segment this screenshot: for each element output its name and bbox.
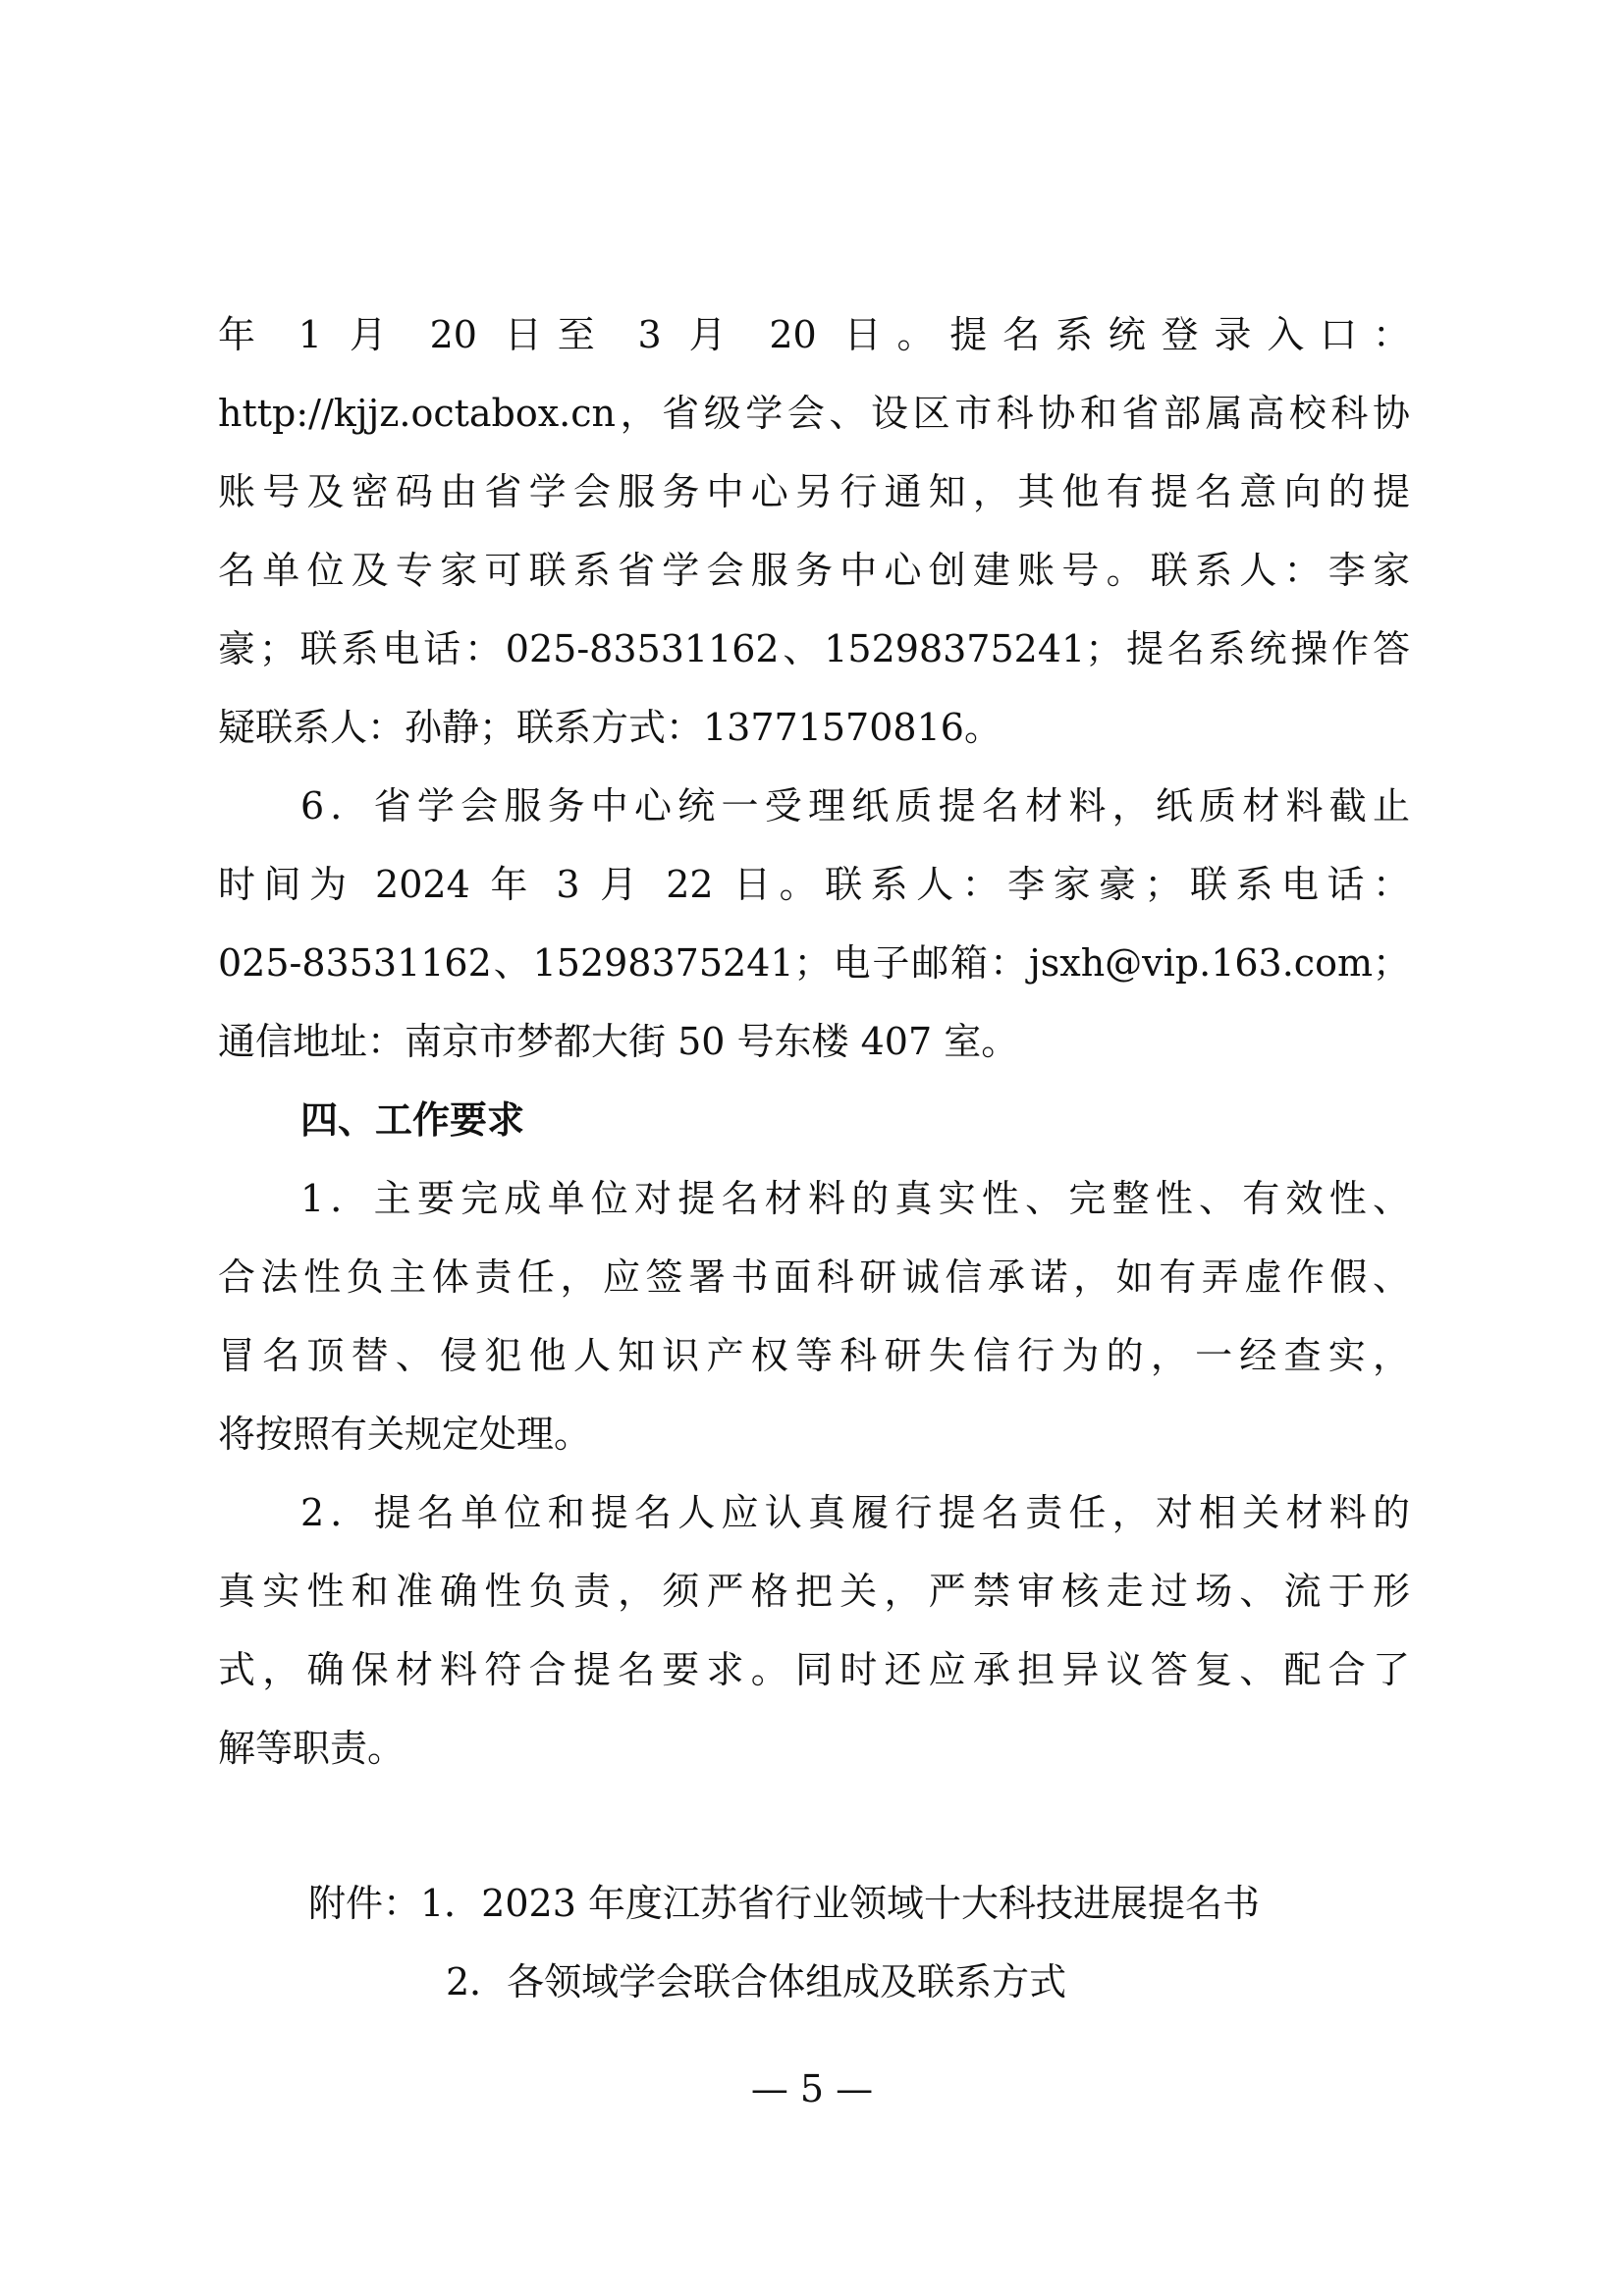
body-line: 豪；联系电话：025-83531162、15298375241；提名系统操作答 (218, 627, 1410, 670)
body-line: 疑联系人：孙静；联系方式：13771570816。 (218, 706, 1001, 749)
body-line: 025-83531162、15298375241；电子邮箱：jsxh@vip.163.com； (218, 941, 1410, 985)
body-line: 通信地址：南京市梦都大街 50 号东楼 407 室。 (218, 1020, 1019, 1063)
attachment-line: 2．各领域学会联合体组成及联系方式 (446, 1960, 1067, 2003)
body-line: 2．提名单位和提名人应认真履行提名责任，对相关材料的 (300, 1491, 1410, 1534)
section-heading: 四、工作要求 (300, 1098, 525, 1142)
attachment-line: 附件：1．2023 年度江苏省行业领域十大科技进展提名书 (308, 1882, 1260, 1925)
body-line: 年 1 月 20 日至 3 月 20 日。提名系统登录入口： (218, 313, 1410, 356)
body-line: 账号及密码由省学会服务中心另行通知，其他有提名意向的提 (218, 470, 1410, 513)
body-line: 真实性和准确性负责，须严格把关，严禁审核走过场、流于形 (218, 1570, 1410, 1613)
body-line: http://kjjz.octabox.cn，省级学会、设区市科协和省部属高校科协 (218, 392, 1410, 435)
body-line: 合法性负主体责任，应签署书面科研诚信承诺，如有弄虚作假、 (218, 1255, 1410, 1299)
body-line: 冒名顶替、侵犯他人知识产权等科研失信行为的，一经查实， (218, 1334, 1410, 1377)
body-line: 名单位及专家可联系省学会服务中心创建账号。联系人：李家 (218, 549, 1410, 592)
body-line: 1．主要完成单位对提名材料的真实性、完整性、有效性、 (300, 1177, 1410, 1220)
body-line: 6．省学会服务中心统一受理纸质提名材料，纸质材料截止 (300, 784, 1410, 828)
body-line: 将按照有关规定处理。 (218, 1413, 592, 1456)
body-line: 解等职责。 (218, 1727, 406, 1770)
body-line: 时间为 2024 年 3 月 22 日。联系人：李家豪；联系电话： (218, 863, 1410, 906)
body-line: 式，确保材料符合提名要求。同时还应承担异议答复、配合了 (218, 1648, 1410, 1691)
page-number: — 5 — (750, 2067, 874, 2110)
